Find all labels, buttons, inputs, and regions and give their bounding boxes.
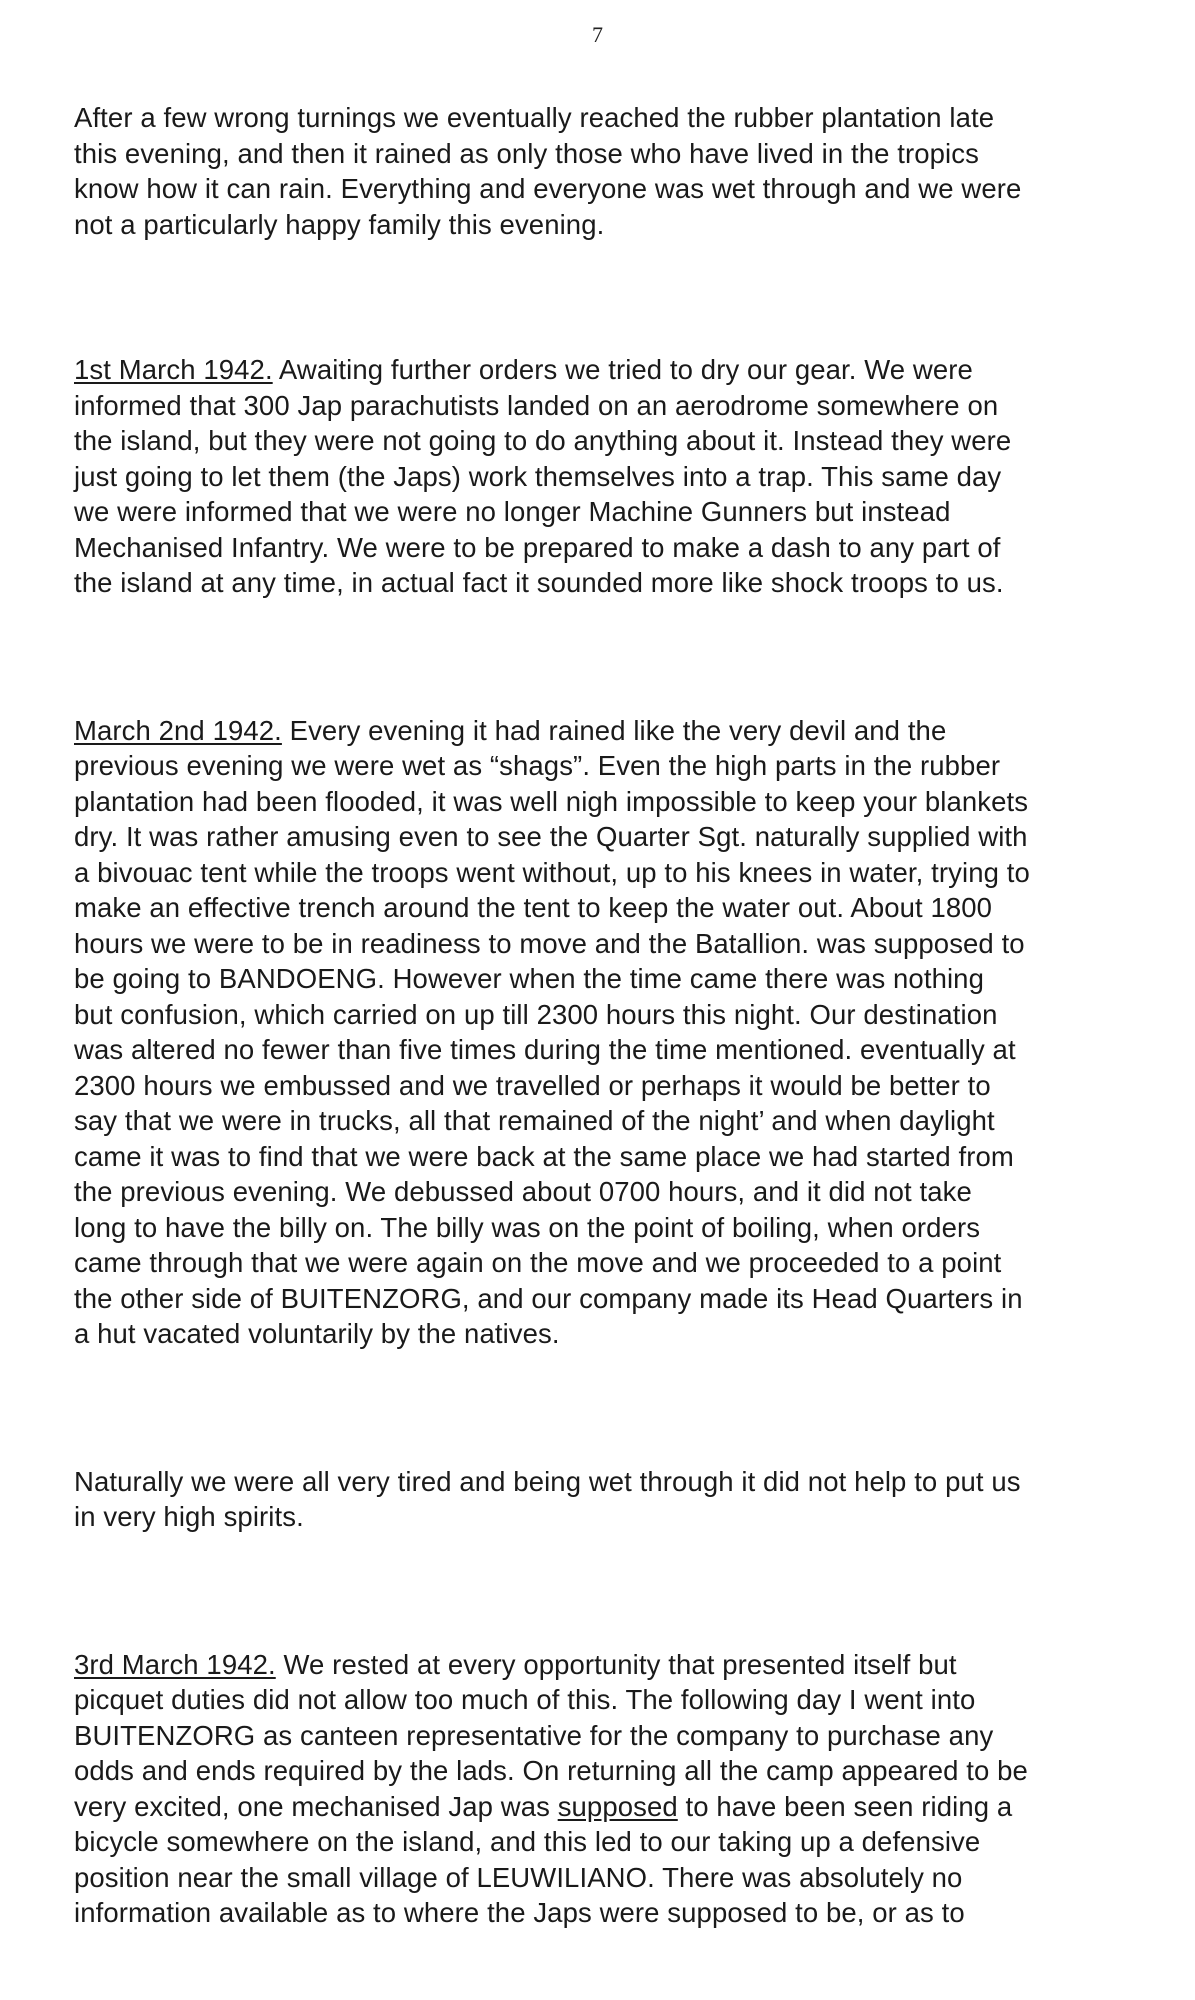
text-line: a bivouac tent while the troops went without, up to his knees in water, trying to — [74, 856, 1030, 888]
text-line — [74, 1789, 1144, 1825]
text-line: came it was to find that we were back at the same place we had started from — [74, 1140, 1014, 1172]
text-line: odds and ends required by the lads. On returning all the camp appeared to be — [74, 1755, 1028, 1786]
text-line: we were informed that we were no longer Machine Gunners but instead — [74, 496, 951, 527]
text-line: this evening, and then it rained as only those who have lived in the tropics — [74, 137, 979, 169]
document-body — [74, 100, 1144, 1931]
text-line: make an effective trench around the tent to keep the water out. About 1800 — [74, 892, 993, 923]
text-line: After a few wrong turnings we eventually reached the rubber plantation late — [74, 102, 995, 133]
paragraph-arrival — [74, 100, 1144, 242]
paragraph-march-2nd — [74, 713, 1144, 1352]
text-line: position near the small village of LEUWILIANO. There was absolutely no — [74, 1861, 963, 1893]
text-line: previous evening we were wet as “shags”. Even the high parts in the rubber — [74, 750, 1001, 781]
text-run: Awaiting further orders we tried to dry our gear. We were — [272, 354, 973, 385]
text-line: dry. It was rather amusing even to see the Quarter Sgt. naturally supplied with — [74, 821, 1028, 852]
text-line: long to have the billy on. The billy was on the point of boiling, when orders — [74, 1211, 981, 1243]
text-line: the island at any time, in actual fact it sounded more like shock troops to us. — [74, 567, 1004, 598]
text-line: in very high spirits. — [74, 1501, 304, 1532]
entry-date: March 2nd 1942. — [74, 714, 282, 746]
text-line: be going to BANDOENG. However when the time came there was nothing — [74, 963, 984, 994]
text-line: bicycle somewhere on the island, and this led to our taking up a defensive — [74, 1826, 981, 1857]
text-line: just going to let them (the Japs) work themselves into a trap. This same day — [74, 460, 1002, 492]
paragraph-1st-march — [74, 352, 1144, 601]
text-line: picquet duties did not allow too much of this. The following day I went into — [74, 1684, 976, 1715]
text-line: 2300 hours we embussed and we travelled or perhaps it would be better to — [74, 1069, 991, 1101]
text-line: BUITENZORG as canteen representative for the company to purchase any — [74, 1719, 994, 1751]
underlined-word: supposed — [557, 1790, 678, 1822]
text-line: the previous evening. We debussed about 0700 hours, and it did not take — [74, 1176, 972, 1207]
text-line: Naturally we were all very tired and being wet through it did not help to put us — [74, 1465, 1021, 1497]
text-line: not a particularly happy family this evening. — [74, 208, 605, 240]
text-line: the other side of BUITENZORG, and our company made its Head Quarters in — [74, 1282, 1023, 1314]
text-line — [74, 1647, 1144, 1683]
entry-date: 1st March 1942. — [74, 354, 273, 385]
text-line: but confusion, which carried on up till 2300 hours this night. Our destination — [74, 998, 998, 1030]
text-line: informed that 300 Jap parachutists landed on an aerodrome somewhere on — [74, 389, 999, 421]
text-run: We rested at every opportunity that presented itself but — [275, 1648, 957, 1680]
text-line: hours we were to be in readiness to move and the Batallion. was supposed to — [74, 927, 1025, 959]
text-line: information available as to where the Japs were supposed to be, or as to — [74, 1897, 965, 1928]
text-line: plantation had been flooded, it was well nigh impossible to keep your blankets — [74, 785, 1029, 817]
page-number: 7 — [592, 22, 603, 47]
entry-date: 3rd March 1942. — [74, 1648, 276, 1680]
text-line: a hut vacated voluntarily by the natives. — [74, 1318, 560, 1349]
paragraph-3rd-march — [74, 1647, 1144, 1931]
text-line: Mechanised Infantry. We were to be prepared to make a dash to any part of — [74, 531, 1001, 563]
text-run: Every evening it had rained like the very devil and the — [281, 714, 947, 746]
text-line: came through that we were again on the move and we proceeded to a point — [74, 1247, 1002, 1278]
text-line: know how it can rain. Everything and everyone was wet through and we were — [74, 173, 1022, 204]
paragraph-tired — [74, 1464, 1144, 1535]
text-line — [74, 713, 1144, 749]
text-line: was altered no fewer than five times during the time mentioned. eventually at — [74, 1034, 1016, 1065]
text-line: the island, but they were not going to do anything about it. Instead they were — [74, 425, 1012, 456]
text-line: say that we were in trucks, all that remained of the night’ and when daylight — [74, 1105, 995, 1136]
text-run: to have been seen riding a — [677, 1790, 1013, 1822]
text-run: very excited, one mechanised Jap was — [74, 1790, 558, 1822]
text-line — [74, 352, 1144, 388]
